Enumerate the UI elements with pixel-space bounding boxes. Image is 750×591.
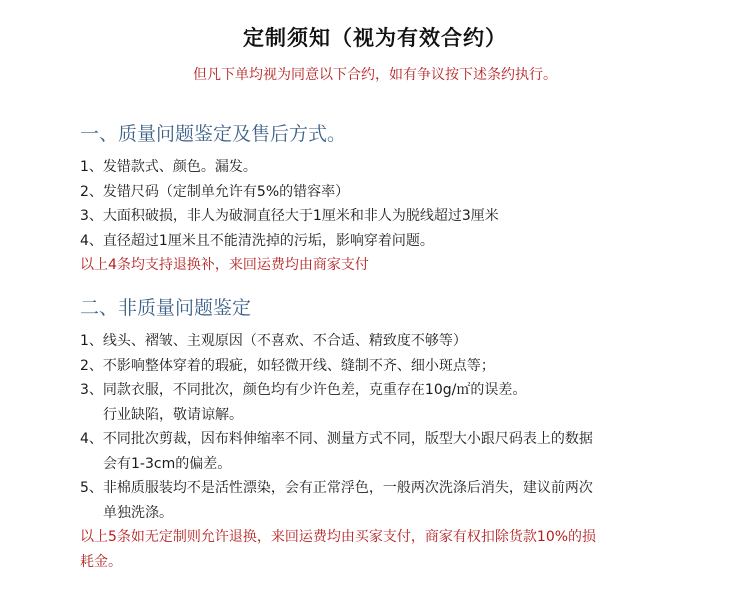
section-note-line: 耗金。 [80,553,122,570]
list-item: 1、发错款式、颜色。漏发。 [80,159,257,175]
list-item-continuation: 单独洗涤。 [103,504,173,521]
list-item-text: 4、不同批次剪裁，因布料伸缩率不同、测量方式不同，版型大小跟尺码表上的数据 [80,431,593,447]
list-item-text: 5、非棉质服装均不是活性漂染，会有正常浮色，一般两次洗涤后消失，建议前两次 [80,480,593,496]
list-item: 2、发错尺码（定制单允许有5%的错容率） [80,183,350,200]
list-item [80,329,700,354]
page-subtitle: 但凡下单均视为同意以下合约，如有争议按下述条约执行。 [193,67,557,83]
page-title: 定制须知（视为有效合约） [243,25,507,50]
section-heading: 一、质量问题鉴定及售后方式。 [80,123,347,145]
list-item-continuation: 行业缺陷，敬请谅解。 [103,406,243,423]
list-item-text: 2、不影响整体穿着的瑕疵，如轻微开线、缝制不齐、细小斑点等； [80,357,495,374]
list-item [80,476,700,525]
section-quality-issues [80,122,700,278]
list-item-continuation: 会有1-3cm的偏差。 [103,455,232,472]
list-item [80,378,700,427]
section-note-line: 以上5条如无定制则允许退换，来回运费均由买家支付，商家有权扣除货款10%的损 [80,529,597,545]
list-item-text: 1、线头、褶皱、主观原因（不喜欢、不合适、精致度不够等） [80,333,467,349]
section-heading: 二、非质量问题鉴定 [80,297,252,319]
list-item: 3、大面积破损，非人为破洞直径大于1厘米和非人为脱线超过3厘米 [80,208,499,224]
section-note: 以上4条均支持退换补，来回运费均由商家支付 [80,257,369,273]
list-item-text: 3、同款衣服，不同批次，颜色均有少许色差，克重存在10g/㎡的误差。 [80,382,527,398]
list-item [80,354,700,379]
list-item: 4、直径超过1厘米且不能清洗掉的污垢，影响穿着问题。 [80,232,434,249]
section-note [80,525,700,574]
list-item [80,427,700,476]
section-non-quality-issues [80,296,700,574]
